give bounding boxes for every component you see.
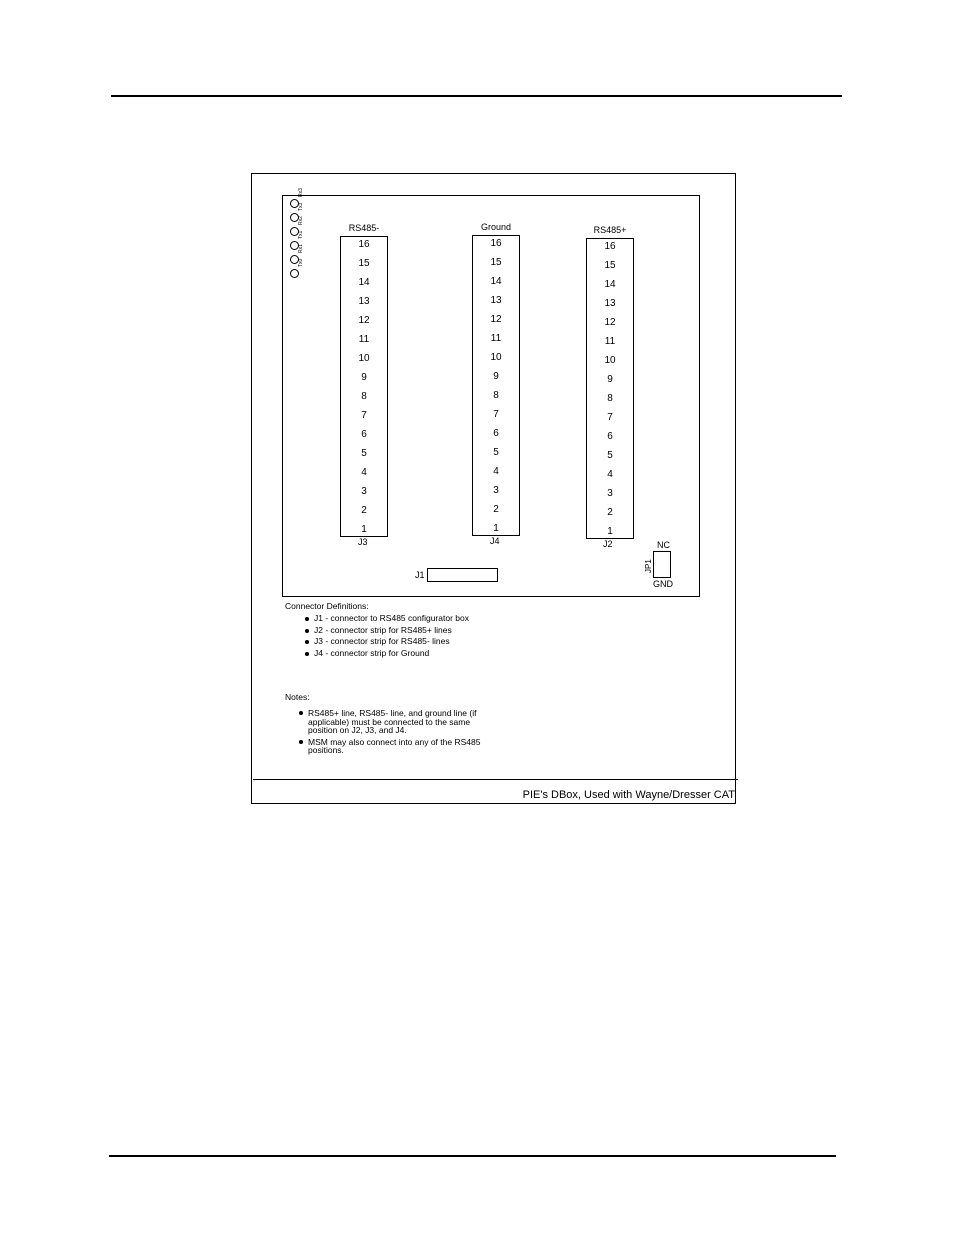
jp1-gnd-label: GND (653, 579, 673, 589)
j1-label: J1 (415, 570, 425, 580)
j2-pin-4: 4 (607, 469, 613, 480)
j2-pin-3: 3 (607, 488, 613, 499)
definition-item: J3 - connector strip for RS485- lines (305, 636, 565, 648)
j3-pin-3: 3 (361, 486, 367, 497)
j4-pin-1: 1 (493, 523, 499, 534)
j4-pin-8: 8 (493, 390, 499, 401)
footer-rule (109, 1155, 836, 1157)
definition-item: J2 - connector strip for RS485+ lines (305, 625, 565, 637)
notes-title: Notes: (285, 692, 310, 702)
caption-rule (253, 779, 738, 780)
led-label: Rx3 (298, 188, 304, 197)
j2-pin-15: 15 (604, 260, 616, 271)
j3-pin-2: 2 (361, 505, 367, 516)
j2-connector-strip (586, 238, 634, 539)
j4-title: Ground (480, 222, 512, 232)
j2-label: J2 (603, 539, 613, 549)
figure-caption: PIE's DBox, Used with Wayne/Dresser CAT (522, 789, 735, 801)
j2-pin-10: 10 (604, 355, 616, 366)
definitions-title: Connector Definitions: (285, 601, 369, 611)
led-circle-icon (290, 269, 299, 278)
j2-pin-9: 9 (607, 374, 613, 385)
led-label: Rx2 (298, 216, 304, 225)
j4-label: J4 (490, 536, 500, 546)
jp1-nc-label: NC (657, 540, 670, 550)
j2-pin-7: 7 (607, 412, 613, 423)
j3-pin-16: 16 (358, 239, 370, 250)
j2-pin-14: 14 (604, 279, 616, 290)
led-label: Tx1 (298, 230, 304, 239)
j4-pin-9: 9 (493, 371, 499, 382)
j3-title: RS485- (348, 223, 380, 233)
led-label: Tx3 (298, 202, 304, 211)
j2-pin-11: 11 (604, 336, 616, 347)
led-label: Tx0 (298, 258, 304, 267)
j2-pin-16: 16 (604, 241, 616, 252)
j4-connector-strip (472, 235, 520, 536)
j3-pin-15: 15 (358, 258, 370, 269)
j3-pin-4: 4 (361, 467, 367, 478)
j3-pin-1: 1 (361, 524, 367, 535)
j1-connector (427, 568, 498, 582)
j2-pin-2: 2 (607, 507, 613, 518)
j2-title: RS485+ (593, 225, 627, 235)
j3-pin-10: 10 (358, 353, 370, 364)
j4-pin-16: 16 (490, 238, 502, 249)
j4-pin-3: 3 (493, 485, 499, 496)
j2-pin-1: 1 (607, 526, 613, 537)
j3-pin-8: 8 (361, 391, 367, 402)
j3-pin-6: 6 (361, 429, 367, 440)
j4-pin-6: 6 (493, 428, 499, 439)
definition-item: J4 - connector strip for Ground (305, 648, 565, 660)
j3-label: J3 (358, 537, 368, 547)
notes-list (299, 709, 499, 758)
definition-item: J1 - connector to RS485 configurator box (305, 613, 565, 625)
j2-pin-8: 8 (607, 393, 613, 404)
j4-pin-15: 15 (490, 257, 502, 268)
j3-pin-7: 7 (361, 410, 367, 421)
led-label: Rx1 (298, 244, 304, 253)
j4-pin-2: 2 (493, 504, 499, 515)
j3-pin-5: 5 (361, 448, 367, 459)
note-item: MSM may also connect into any of the RS485 positions. (299, 738, 499, 755)
note-item: RS485+ line, RS485- line, and ground line (if applicable) must be connected to the same position on J2, J3, and J4. (299, 709, 499, 735)
j3-pin-14: 14 (358, 277, 370, 288)
j3-pin-13: 13 (358, 296, 370, 307)
j3-connector-strip (340, 236, 388, 537)
j3-pin-11: 11 (358, 334, 370, 345)
j4-pin-12: 12 (490, 314, 502, 325)
jp1-label: JP1 (644, 559, 653, 573)
j4-pin-5: 5 (493, 447, 499, 458)
j2-pin-13: 13 (604, 298, 616, 309)
j4-pin-14: 14 (490, 276, 502, 287)
j4-pin-13: 13 (490, 295, 502, 306)
j4-pin-10: 10 (490, 352, 502, 363)
j2-pin-6: 6 (607, 431, 613, 442)
j4-pin-7: 7 (493, 409, 499, 420)
j2-pin-5: 5 (607, 450, 613, 461)
definitions-list (305, 613, 565, 659)
j2-pin-12: 12 (604, 317, 616, 328)
j3-pin-12: 12 (358, 315, 370, 326)
j4-pin-11: 11 (490, 333, 502, 344)
j4-pin-4: 4 (493, 466, 499, 477)
header-rule (111, 95, 842, 97)
jp1-jumper (653, 551, 671, 578)
j3-pin-9: 9 (361, 372, 367, 383)
